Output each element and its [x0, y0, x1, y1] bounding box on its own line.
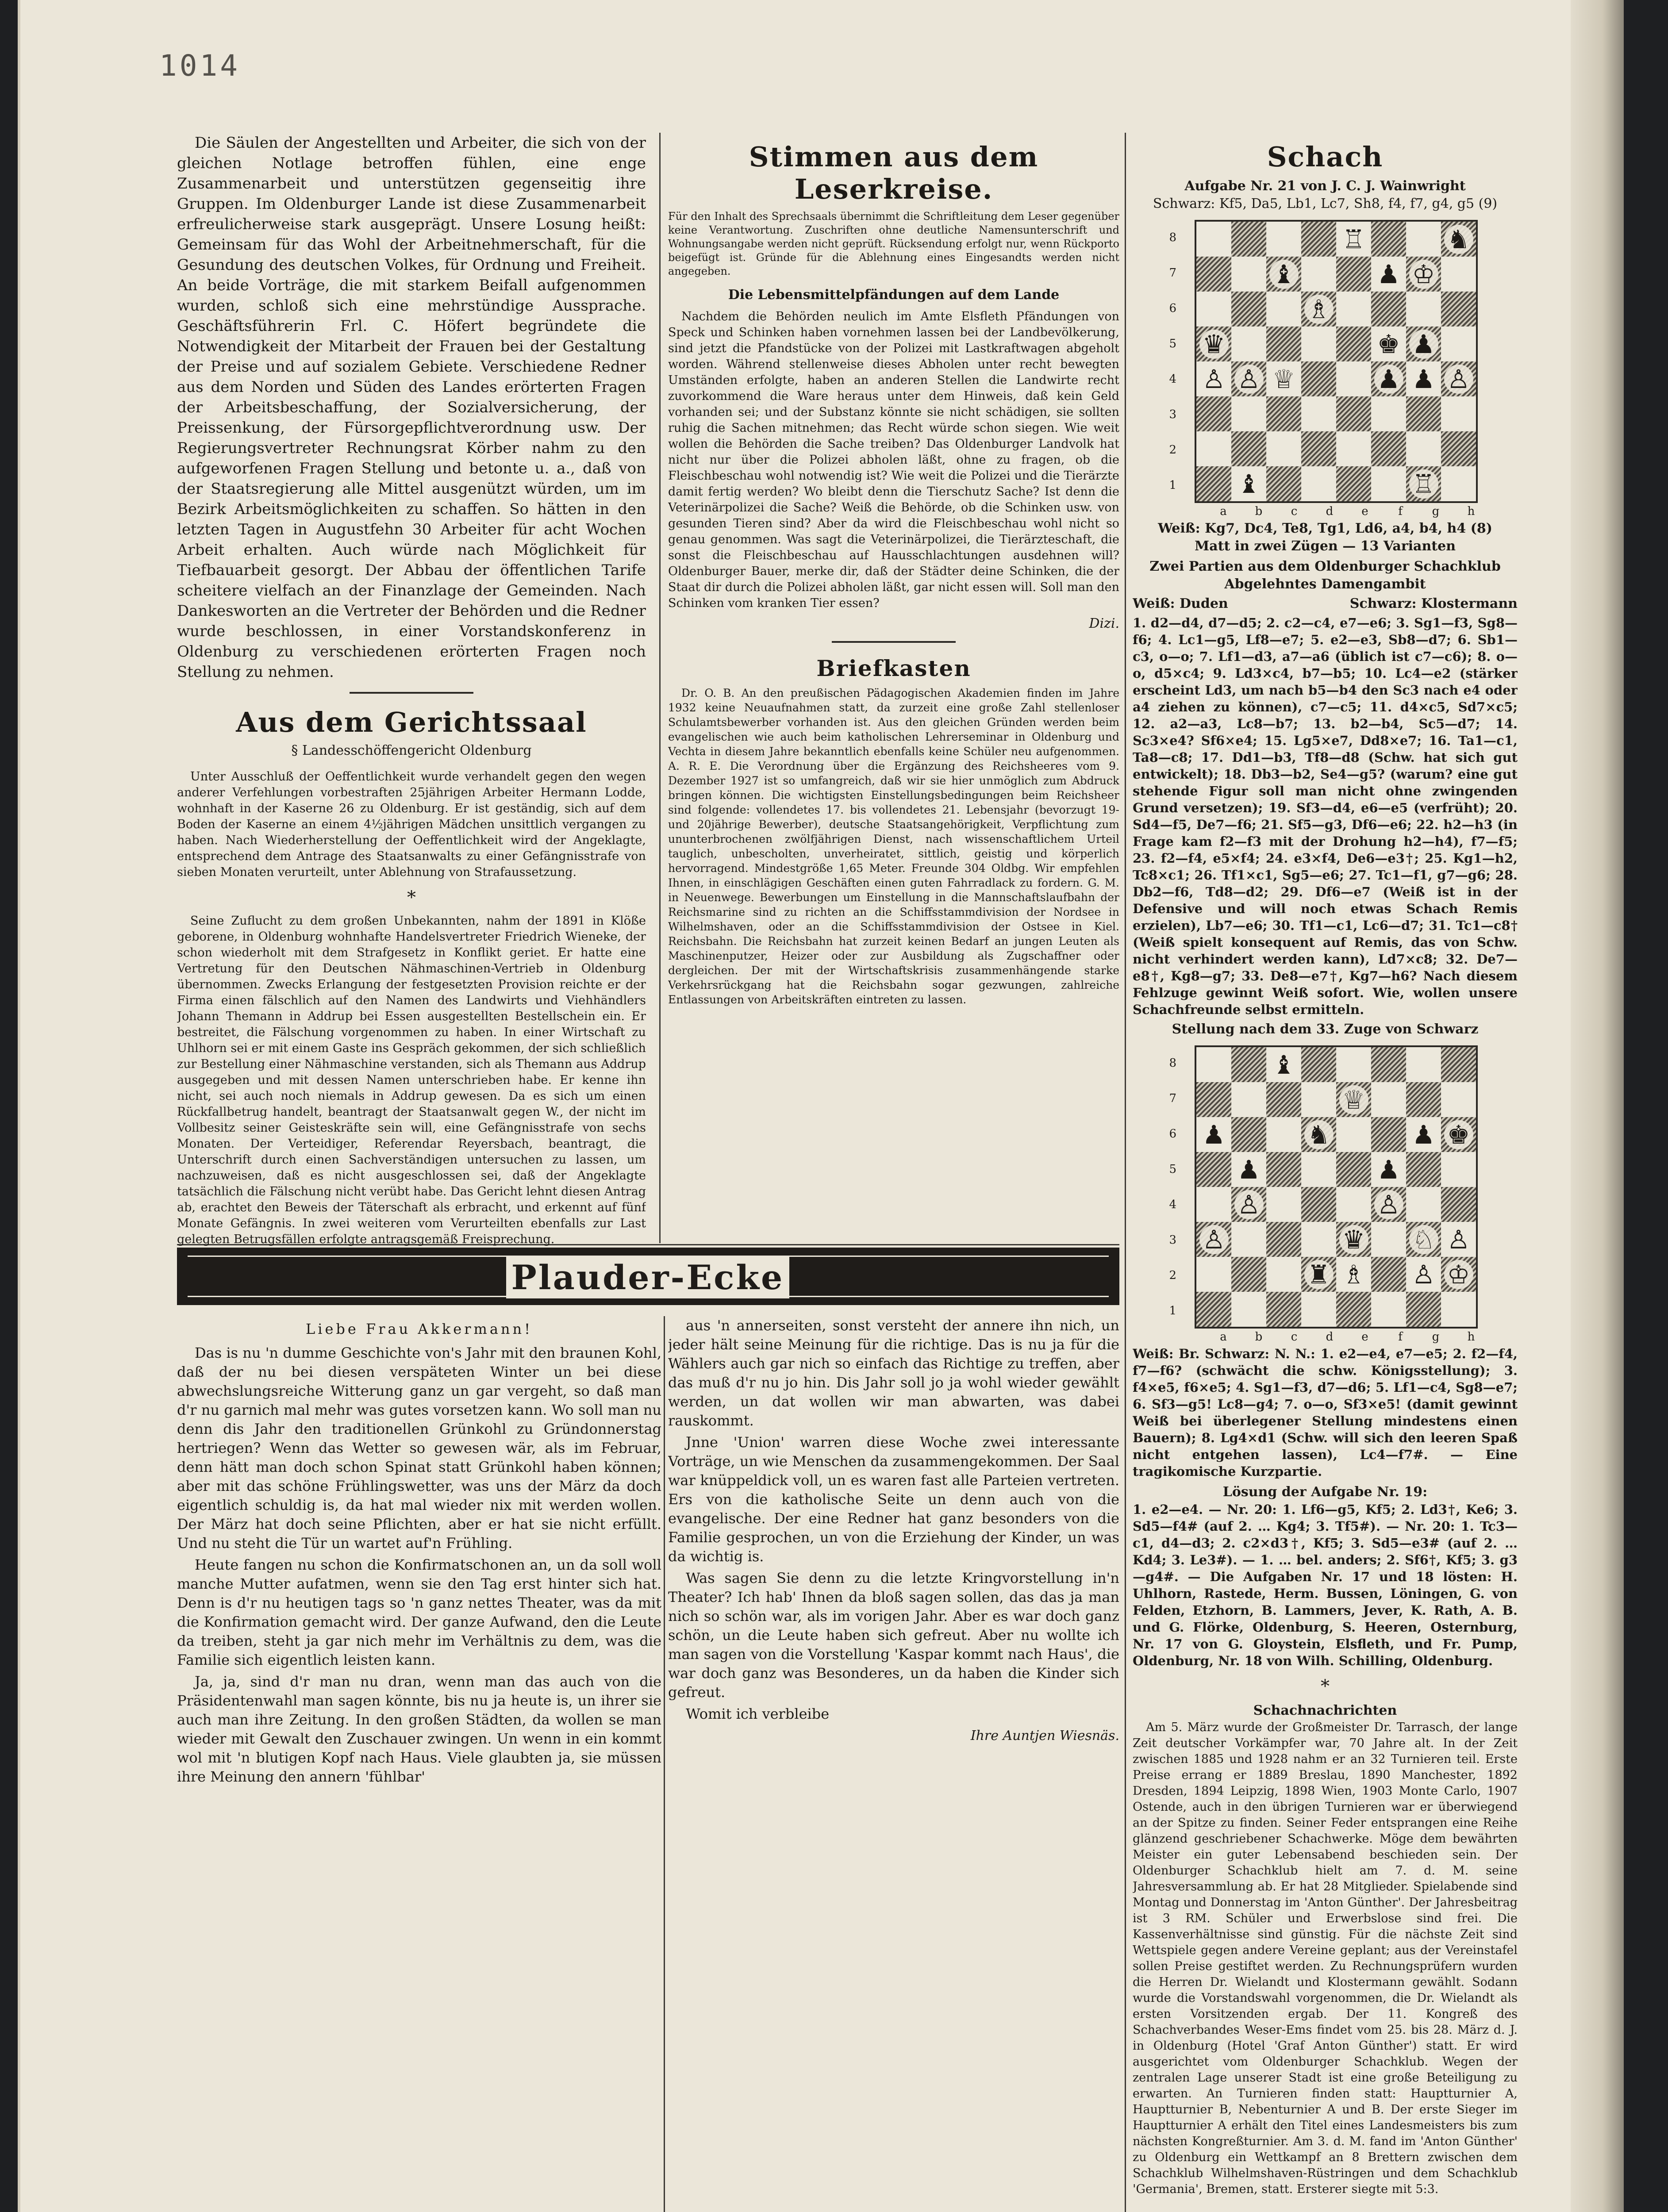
- chess-piece: ♝: [1266, 257, 1301, 292]
- file-label: g: [1432, 1330, 1440, 1344]
- board-square: [1371, 361, 1406, 396]
- chess-piece: ♚: [1441, 1117, 1476, 1152]
- chessboard: [1195, 220, 1478, 503]
- chess-piece: ♟: [1196, 1117, 1231, 1152]
- board-square: [1441, 431, 1476, 466]
- file-label: f: [1398, 505, 1403, 518]
- board-square: [1406, 326, 1441, 361]
- file-label: c: [1291, 505, 1298, 518]
- board-square: [1266, 1257, 1301, 1292]
- column-b: [668, 133, 1119, 1279]
- board-square: [1196, 1257, 1231, 1292]
- rank-label: 4: [1169, 373, 1176, 386]
- board-square: [1196, 466, 1231, 501]
- article-heading: Die Lebensmittelpfändungen auf dem Lande: [728, 287, 1060, 303]
- board-square: [1231, 466, 1266, 501]
- board-square: [1371, 1222, 1406, 1257]
- rank-label: 8: [1169, 231, 1176, 244]
- board-square: [1196, 257, 1231, 292]
- chess-piece: ♞: [1441, 222, 1476, 257]
- board-square: [1336, 1047, 1371, 1082]
- file-label: b: [1255, 1330, 1263, 1344]
- board-square: [1371, 1082, 1406, 1117]
- board-square: [1266, 292, 1301, 326]
- article-text: Dr. O. B. An den preußischen Pädagogischen Akademien finden im Jahre 1932 keine Neuaufnahmen statt, da zurzeit eine große Zahl stellenloser Schulamtsbewerber vorhanden ist. Aus den gleichen Gründen werden beim evangelischen wie auch beim katholischen Lehrerseminar in Oldenburg und Vechta in diesem Jahre bekanntlich ebenfalls keine Schüler neu aufgenommen. A. R. E. Die Verordnung über die Ergänzung des Reichsheeres vom 9. Dezember 1927 ist so umfangreich, daß wir sie hier unmöglich zum Abdruck bringen können. Die wichtigsten Einstellungsbedingungen beim Reichsheer sind folgende: vollendetes 17. bis vollendetes 21. Lebensjahr (bevorzugt 19- und 20jährige Bewerber), deutsche Staatsangehörigkeit, Verpflichtung zum ununterbrochenen zwölfjährigen Dienst, nach wissenschaftlichem Urteil tauglich, unbescholten, unverheiratet, sittlich, geistig und körperlich hervorragend. Mindestgröße 1,65 Meter. Freunde 304 Oldbg. Wir empfehlen Ihnen, in einschlägigen Geschäften einen guten Fahrradlack zu fordern. G. M. in Neuenwege. Bewerbungen um Einstellung in die Mannschaftslaufbahn der Reichsmarine sind zu richten an die Schiffsstammdivision der Nordsee in Wilhelmshaven, oder an die Schiffsstammdivision der Ostsee in Kiel. Reichsbahn. Die Reichsbahn hat zurzeit keinen Bedarf an jungen Leuten als Maschinenputzer, Heizer oder zur Ausbildung als Zugschaffner oder dergleichen. Der mit der Wirtschaftskrisis zusammenhängende starke Verkehrsrückgang hat die Reichsbahn sogar gezwungen, zahlreiche Entlassungen von Arbeitskräften eintreten zu lassen.: [668, 687, 1119, 1006]
- board-square: [1406, 431, 1441, 466]
- solution-text: 1. e2—e4. — Nr. 20: 1. Lf6—g5, Kf5; 2. Ld3†, Ke6; 3. Sd5—f4# (auf 2. … Kg4; 3. Tf5#). — Nr. 20: 1. Tc3—c1, d4—d3; 2. c2×d3†, Kf5; 3. Sd5—e3# (auf 2. … Kd4; 3. Le3#). — 1. … bel. anders; 2. Sf6†, Kf5; 3. g3—g4#. — Die Aufgaben Nr. 17 und 18 lösten: H. Uhlhorn, Rastede, Herm. Bussen, Löningen, G. von Felden, Etzhorn, B. Lammers, Jever, K. Rath, A. B. und G. Flörke, Oldenburg, S. Heeren, Osternburg, Nr. 17 von G. Gloystein, Elsfleth, und Fr. Pump, Oldenburg, Nr. 18 von Wilh. Schilling, Oldenburg.: [1133, 1502, 1518, 1668]
- board-square: [1371, 431, 1406, 466]
- column-rule: [659, 133, 661, 1243]
- board-square: [1371, 257, 1406, 292]
- chess-piece: ♚: [1371, 326, 1406, 361]
- section-heading: Schach: [1267, 141, 1384, 173]
- board-square: [1406, 1117, 1441, 1152]
- rank-label: 5: [1169, 1163, 1176, 1176]
- board-square: [1371, 1187, 1406, 1222]
- chess-piece: ♖: [1406, 466, 1441, 501]
- board-square: [1441, 1152, 1476, 1187]
- chess-piece: ♗: [1301, 292, 1336, 326]
- chess-piece: ♙: [1196, 361, 1231, 396]
- board-square: [1301, 222, 1336, 257]
- board-square: [1266, 466, 1301, 501]
- article-text: aus 'n annerseiten, sonst versteht der annere ihn nich, un jeder hält seine Meinung für die richtige. Das is nu ja für die Wählers auch gar nich so einfach das Richtige zu treffen, aber das muß d'r nu jo hin. Dis Jahr soll jo ja wohl wieder gewählt werden, un dat wollen wir man abwarten, was dabei rauskommt.: [668, 1317, 1119, 1429]
- board-square: [1196, 1152, 1231, 1187]
- rank-label: 4: [1169, 1198, 1176, 1211]
- board-square: [1406, 1082, 1441, 1117]
- divider: [832, 641, 956, 643]
- chess-piece: ♟: [1371, 1152, 1406, 1187]
- rank-labels: [1161, 220, 1179, 503]
- board-square: [1371, 292, 1406, 326]
- board-square: [1231, 1222, 1266, 1257]
- board-square: [1301, 1222, 1336, 1257]
- file-label: f: [1398, 1330, 1403, 1344]
- board-square: [1441, 257, 1476, 292]
- board-square: [1301, 361, 1336, 396]
- chess-piece: ♟: [1371, 361, 1406, 396]
- board-square: [1231, 292, 1266, 326]
- problem-black: Schwarz: Kf5, Da5, Lb1, Lc7, Sh8, f4, f7, g4, g5 (9): [1153, 196, 1498, 211]
- board-square: [1196, 1292, 1231, 1327]
- board-square: [1441, 361, 1476, 396]
- chess-piece: ♔: [1406, 257, 1441, 292]
- board-square: [1301, 292, 1336, 326]
- chess-piece: ♟: [1406, 326, 1441, 361]
- chess-piece: ♖: [1336, 222, 1371, 257]
- file-label: e: [1361, 505, 1368, 518]
- rank-label: 6: [1169, 302, 1176, 315]
- board-square: [1336, 326, 1371, 361]
- article-text: Nachdem die Behörden neulich im Amte Elsfleth Pfändungen von Speck und Schinken haben vornehmen lassen bei der Landbevölkerung, sind jetzt die Pfandstücke von der Polizei mit Lastkraftwagen abgeholt worden. Während stellenweise dieses Abholen unter recht bewegten Umständen erfolgte, haben an anderen Stellen die Landwirte recht zuvorkommend die Ware heraus unter dem Hinweis, daß kein Geld vorhanden sei; und der Substanz könnte sie nicht schädigen, sie sollten ruhig die Sachen mitnehmen; das Recht würde schon siegen. Wie weit wollen die Behörden die Sache treiben? Das Oldenburger Landvolk hat nicht nur über die Polizei abholen läßt, ohne zu fragen, ob die Fleischbeschau wohl notwendig ist? Wie weit die Polizei und die Tierärzte damit fertig werden? Wo bleibt denn die Tierschutz Sache? Ist denn die Veterinärpolizei die Sache? Weiß die Behörde, ob die Schinken usw. von gesunden Tieren sind? Aber da wird die Fleischbeschau wohl nicht so genau genommen. Was sagt die Veterinärpolizei, die Tierärzteschaft, die sonst die Fleischbeschau auf Hausschlachtungen ausdehnen will? Oldenburger Bauer, merke dir, daß der Städter deine Schinken, die der Staat dir durch die Polizei abholen läßt, gar nicht essen will. Soll man den Schinken vom kranken Tier essen?: [668, 310, 1119, 610]
- chess-piece: ♛: [1196, 326, 1231, 361]
- disclaimer-text: Für den Inhalt des Sprechsaals übernimmt die Schriftleitung dem Leser gegenüber keine Verantwortung. Zuschriften ohne deutliche Namensunterschrift und Wohnungsangabe werden nicht geprüft. Rücksendung erfolgt nur, wenn Rückporto beigefügt ist. Gründe für die Ablehnung eines Eingesandts werden nicht angegeben.: [668, 210, 1119, 277]
- chess-piece: ♛: [1336, 1222, 1371, 1257]
- rank-label: 5: [1169, 337, 1176, 350]
- board-square: [1231, 361, 1266, 396]
- players-row: [1133, 595, 1518, 613]
- board-square: [1231, 1187, 1266, 1222]
- news-text: Am 5. März wurde der Großmeister Dr. Tarrasch, der lange Zeit deutscher Vorkämpfer war, 70 Jahre alt. In der Zeit zwischen 1885 und 1928 nahm er an 32 Turnieren teil. Erste Preise errang er 1889 Breslau, 1890 Manchester, 1892 Dresden, 1894 Leipzig, 1898 Wien, 1903 Monte Carlo, 1907 Ostende, auch in den übrigen Turnieren war er überwiegend an der Spitze zu finden. Seiner Feder entsprangen eine Reihe glänzend geschriebener Schachwerke. Möge dem bewährten Meister ein guter Lebensabend beschieden sein. Der Oldenburger Schachklub hielt am 7. d. M. seine Jahresversammlung ab. Er hat 28 Mitglieder. Spielabende sind Montag und Donnerstag im 'Anton Günther'. Der Jahresbeitrag ist 3 RM. Schüler und Erwerbslose sind frei. Die Kassenverhältnisse sind günstig. Für die nächste Zeit sind Wettspiele gegen andere Vereine geplant; aus der Vereinstafel sollen Preise gestiftet werden. Zu Rechnungsprüfern wurden die Herren Dr. Wielandt und Klostermann gewählt. Sodann wurde die Vorstandswahl vorgenommen, die Dr. Wielandt als ersten Vorsitzenden ergab. Der 11. Kongreß des Schachverbandes Weser-Ems findet vom 25. bis 28. März d. J. in Oldenburg (Hotel 'Graf Anton Günther') statt. Er wird ausgerichtet vom Oldenburger Schachklub. Wegen der zentralen Lage unserer Stadt ist eine große Beteiligung zu erwarten. An Turnieren finden statt: Hauptturnier A, Hauptturnier B, Nebenturnier A und B. Der erste Sieger im Hauptturnier A erhält den Titel eines Landesmeisters bis zum nächsten Kongreßturnier. Am 3. d. M. fand im 'Anton Günther' zu Oldenburg ein Wettkampf an 8 Brettern zwischen dem Schachklub Wilhelmshaven-Rüstringen und dem Schachklub 'Germania', Bremen, statt. Ersterer siegte mit 5:3.: [1133, 1720, 1518, 2196]
- file-label: e: [1361, 1330, 1368, 1344]
- board-square: [1196, 396, 1231, 431]
- board-square: [1231, 1117, 1266, 1152]
- board-square: [1441, 292, 1476, 326]
- article-text: Was sagen Sie denn zu die letzte Kringvorstellung in'n Theater? Ich hab' Ihnen da bloß sagen sollen, das das ja man nich so schön war, als im vorigen Jahr. Aber es war doch ganz schön, un die Leute haben sich gefreut. Aber nu wollte ich man sagen von die Vorstellung 'Kaspar kommt nach Haus', die war doch ganz was Besonderes, un da haben die Kinder sich gefreut.: [668, 1570, 1119, 1701]
- article-text: Seine Zuflucht zu dem großen Unbekannten, nahm der 1891 in Klöße geborene, in Oldenburg wohnhafte Handelsvertreter Friedrich Wieneke, der schon wiederholt mit dem Strafgesetz in Konflikt geriet. Er hatte eine Vertretung für den Deutschen Nähmaschinen-Vertrieb in Oldenburg übernommen. Zwecks Erlangung der festgesetzten Provision reichte er der Firma einen fälschlich auf den Namen des Landwirts und Viehhändlers Johann Themann in Addrup bei Essen ausgestellten Bestellschein ein. Er bestreitet, die Fälschung vorgenommen zu haben. In einer Wirtschaft zu Uhlhorn sei er mit einem Gaste ins Gespräch gekommen, der sich schließlich zur Bestellung einer Nähmaschine verstanden, sich als Themann aus Addrup ausgegeben und mit dessen Namen unterschrieben habe. Er kenne ihn nicht, sei auch noch niemals in Addrup gewesen. Da es sich um einen Rückfallbetrug handelt, beantragt der Staatsanwalt gegen W., der nicht im Vollbesitz seiner Geisteskräfte sein will, eine Gefängnisstrafe von sechs Monaten. Der Verteidiger, Referendar Reyersbach, beantragt, die Unterschrift durch einen Sachverständigen untersuchen zu lassen, um nachzuweisen, daß es nicht ausgeschlossen sei, daß der Angeklagte tatsächlich die Fälschung nicht verübt habe. Das Gericht lehnt diesen Antrag ab, erachtet den Beweis der Täterschaft als erbracht, und erkennt auf fünf Monate Gefängnis. In zwei weiteren vom Verurteilten ebenfalls zur Last gelegten Betrugsfällen erfolgte antragsgemäß Freisprechung.: [177, 914, 646, 1246]
- signature: Dizi.: [1089, 616, 1119, 631]
- chessboard: [1195, 1045, 1478, 1329]
- divider: [350, 692, 473, 694]
- black-player: Schwarz: Klostermann: [1349, 596, 1518, 611]
- board-square: [1301, 466, 1336, 501]
- section-heading: Aus dem Gerichtssaal: [236, 706, 587, 738]
- board-square: [1196, 1117, 1231, 1152]
- chess-piece: ♕: [1336, 1082, 1371, 1117]
- column-a: [177, 133, 646, 1252]
- board-square: [1266, 1047, 1301, 1082]
- column-rule: [1125, 133, 1126, 2212]
- board-square: [1406, 257, 1441, 292]
- rank-label: 7: [1169, 266, 1176, 280]
- board-square: [1266, 361, 1301, 396]
- board-square: [1441, 1292, 1476, 1327]
- file-label: a: [1220, 1330, 1227, 1344]
- board-square: [1371, 1047, 1406, 1082]
- board-square: [1441, 222, 1476, 257]
- board-square: [1266, 396, 1301, 431]
- board-square: [1336, 1292, 1371, 1327]
- rank-label: 8: [1169, 1056, 1176, 1070]
- board-square: [1441, 396, 1476, 431]
- board-square: [1231, 326, 1266, 361]
- chess-piece: ♙: [1196, 1222, 1231, 1257]
- board-square: [1301, 1292, 1336, 1327]
- board-square: [1336, 292, 1371, 326]
- board-square: [1406, 361, 1441, 396]
- board-square: [1301, 1047, 1336, 1082]
- page-number: 1014: [159, 49, 240, 83]
- board-square: [1301, 1117, 1336, 1152]
- banner-frame: [188, 1256, 1109, 1297]
- board-square: [1371, 466, 1406, 501]
- game-notation: Weiß: Br. Schwarz: N. N.: 1. e2—e4, e7—e5; 2. f2—f4, f7—f6? (schwächt die schw. Königsstellung); 3. f4×e5, f6×e5; 4. Sg1—f3, d7—d6; 5. Lf1—c4, Sg8—e7; 6. Sf3—g5! Lc8—g4; 7. o—o, Sf3×e5! (damit gewinnt Weiß bei überlegener Stellung mindestens einen Bauern); 8. Lg4×d1 (Schw. will sich den leeren Spaß nicht entgehen lassen), Lc4—f7#. — Eine tragikomische Kurzpartie.: [1133, 1346, 1518, 1479]
- board-square: [1266, 1117, 1301, 1152]
- board-square: [1266, 1082, 1301, 1117]
- board-square: [1301, 431, 1336, 466]
- board-square: [1441, 326, 1476, 361]
- game-notation: 1. d2—d4, d7—d5; 2. c2—c4, e7—e6; 3. Sg1—f3, Sg8—f6; 4. Lc1—g5, Lf8—e7; 5. e2—e3, Sb8—d7; 6. Sb1—c3, o—o; 7. Lf1—d3, a7—a6 (üblich ist c7—c6); 8. o—o, d5×c4; 9. Ld3×c4, b7—b5; 10. Lc4—e2 (stärker erscheint Ld3, um nach b5—b4 den Sc3 nach e4 oder a4 ziehen zu können), c7—c5; 11. d4×c5, Sd7×c5; 12. a2—a3, Lc8—b7; 13. b2—b4, Sc5—d7; 14. Sc3×e4? Sf6×e4; 15. Lg5×e7, Dd8×e7; 16. Ta1—c1, Ta8—c8; 17. Dd1—b3, Tf8—d8 (Schw. hat sich gut entwickelt); 18. Db3—b2, Se4—g5? (warum? eine gut stehende Figur soll man nicht ohne zwingenden Grund versetzen); 19. Sf3—d4, e6—e5 (verfrüht); 20. Sd4—f5, De7—f6; 21. Sf5—g3, Df6—e6; 22. h2—h3 (in Frage kam f2—f3 mit der Drohung h2—h4), f7—f5; 23. f2—f4, e5×f4; 24. e3×f4, De6—e3†; 25. Kg1—h2, Tc8×c1; 26. Tf1×c1, Sg5—e6; 27. Tc1—f1, g7—g6; 28. Db2—f6, Td8—d2; 29. Df6—e7 (Weiß ist in der Defensive und will noch etwas Schach Remis erzielen), Lb7—e6; 30. Tf1—c1, Lc6—d7; 31. Tc1—c8† (Weiß spielt konsequent auf Remis, das von Schw. nicht verhindert werden kann), Ld7×c8; 32. De7—e8†, Kg8—g7; 33. De8—e7†, Kg7—h6? Nach diesem Fehlzuge gewinnt Weiß sofort. Wie, wollen unsere Schachfreunde selbst ermitteln.: [1133, 615, 1518, 1017]
- news-heading: Schachnachrichten: [1253, 1703, 1397, 1718]
- games-subheading: Abgelehntes Damengambit: [1224, 576, 1426, 592]
- board-square: [1406, 1222, 1441, 1257]
- board-square: [1371, 1117, 1406, 1152]
- board-square: [1336, 1187, 1371, 1222]
- board-square: [1231, 1292, 1266, 1327]
- board-square: [1231, 1152, 1266, 1187]
- board-square: [1441, 1187, 1476, 1222]
- section-subheading: § Landesschöffengericht Oldenburg: [291, 743, 532, 758]
- board-square: [1266, 1292, 1301, 1327]
- board-square: [1441, 1257, 1476, 1292]
- rank-label: 1: [1169, 479, 1176, 492]
- chess-piece: ♟: [1406, 1117, 1441, 1152]
- board-square: [1231, 1082, 1266, 1117]
- article-text: Ja, ja, sind d'r man nu dran, wenn man das auch von die Präsidentenwahl man sagen könnte, bis nu ja heute is, un ihrer sie auch man ihre Zeitung. In den großen Städten, da wollen se man wieder mit Gewalt den Zuschauer zwingen. Un wenn in ein kommt wol mit 'n blutigen Kopf nach Haus. Viele glaubten ja, sie müssen ihre Meinung den annern 'fühlbar': [177, 1673, 661, 1785]
- board-square: [1266, 431, 1301, 466]
- board-square: [1266, 1222, 1301, 1257]
- board-square: [1441, 466, 1476, 501]
- file-label: h: [1467, 505, 1475, 518]
- signature: Ihre Auntjen Wiesnäs.: [970, 1728, 1119, 1743]
- board-square: [1371, 326, 1406, 361]
- games-heading: Zwei Partien aus dem Oldenburger Schachklub: [1149, 559, 1501, 574]
- letter-greeting: Liebe Frau Akkermann!: [306, 1321, 533, 1337]
- plauder-ecke-banner: [177, 1248, 1119, 1305]
- file-label: c: [1291, 1330, 1298, 1344]
- file-label: h: [1467, 1330, 1475, 1344]
- board-square: [1196, 222, 1231, 257]
- board-square: [1406, 466, 1441, 501]
- board-square: [1196, 1082, 1231, 1117]
- board-square: [1406, 1257, 1441, 1292]
- board-square: [1336, 1257, 1371, 1292]
- board-square: [1231, 222, 1266, 257]
- board-square: [1196, 326, 1231, 361]
- board-square: [1406, 1187, 1441, 1222]
- article-text: Unter Ausschluß der Oeffentlichkeit wurde verhandelt gegen den wegen anderer Verfehlungen vorbestraften 25jährigen Arbeiter Hermann Lodde, wohnhaft in der Kaserne 26 zu Oldenburg. Er ist geständig, sich auf dem Boden der Kaserne an einem 4½jährigen Mädchen unsittlich vergangen zu haben. Nach Wiederherstellung der Oeffentlichkeit wird der Angeklagte, entsprechend dem Antrage des Staatsanwalts zu einer Gefängnisstrafe von sieben Monaten verurteilt, unter Ablehnung von Strafaussetzung.: [177, 770, 646, 879]
- board-square: [1231, 396, 1266, 431]
- board-square: [1301, 257, 1336, 292]
- rank-labels: [1161, 1045, 1179, 1329]
- board-square: [1406, 1292, 1441, 1327]
- chess-piece: ♙: [1371, 1187, 1406, 1222]
- article-text: Jnne 'Union' warren diese Woche zwei interessante Vorträge, un wie Menschen da zusammengekommen. Der Saal war knüppeldick voll, un es waren fast alle Parteien vertreten. Ers von die katholische Seite un denn auch von die evangelische. Der eine Redner hat ganz besonders von die Familie gesprochen, un von die Erziehung der Kinder, un was da wichtig is.: [668, 1434, 1119, 1565]
- chess-piece: ♝: [1231, 466, 1266, 501]
- board-square: [1196, 361, 1231, 396]
- rank-label: 2: [1169, 1269, 1176, 1282]
- rank-label: 3: [1169, 1233, 1176, 1247]
- board-square: [1266, 1187, 1301, 1222]
- column-e: [668, 1316, 1119, 2212]
- article-text: Heute fangen nu schon die Konfirmatschonen an, un da soll woll manche Mutter aufatmen, wenn sie den Tag erst hinter sich hat. Denn is d'r nu heutigen tags so 'n ganz nettes Theater, was da mit die Konfirmation gemacht wird. Der ganze Aufwand, den die Leute da treiben, steht ja gar nich mehr im Verhältnis zu dem, was die Familie sich eigentlich leisten kann.: [177, 1556, 661, 1668]
- rank-label: 3: [1169, 408, 1176, 421]
- file-label: d: [1326, 1330, 1334, 1344]
- board-square: [1196, 1187, 1231, 1222]
- board-square: [1406, 292, 1441, 326]
- closing-line: Womit ich verbleibe: [686, 1705, 830, 1722]
- column-rule: [664, 1316, 665, 2212]
- board-square: [1196, 292, 1231, 326]
- file-label: a: [1220, 505, 1227, 518]
- board-square: [1336, 1082, 1371, 1117]
- chess-piece: ♟: [1231, 1152, 1266, 1187]
- banner-title: Plauder-Ecke: [506, 1257, 789, 1298]
- board-square: [1196, 431, 1231, 466]
- board-square: [1336, 1222, 1371, 1257]
- chess-diagram-2: [1161, 1045, 1489, 1344]
- board-square: [1336, 431, 1371, 466]
- chess-piece: ♞: [1301, 1117, 1336, 1152]
- board-square: [1301, 326, 1336, 361]
- position-heading: Stellung nach dem 33. Zuge von Schwarz: [1172, 1022, 1479, 1037]
- board-square: [1336, 1117, 1371, 1152]
- board-square: [1371, 396, 1406, 431]
- page-edge-shadow: [1571, 0, 1624, 2212]
- board-square: [1231, 1257, 1266, 1292]
- board-square: [1441, 1082, 1476, 1117]
- column-d: [177, 1316, 661, 2212]
- board-square: [1266, 257, 1301, 292]
- board-square: [1266, 1152, 1301, 1187]
- board-square: [1371, 1257, 1406, 1292]
- article-text: Das is nu 'n dumme Geschichte von's Jahr mit den braunen Kohl, daß der nu bei diesen verspäteten Winter un bei diese abwechslungsreiche Witterung ganz un gar vergeht, so daß man d'r nu garnich mal mehr was gutes vorsetzen kann. Wo soll man nu denn dis Jahr den traditionellen Grünkohl zu Gründonnerstag hertriegen? Wenn das Wetter so gewesen wär, als im Februar, denn hätt man doch schon Spinat statt Grünkohl haben können; aber mit das schöne Frühlingswetter, was uns der März da doch eigentlich schuldig is, da hat mal wieder nix mit werden wollen. Der März hat doch seine Pflichten, aber er hat sie nicht erfüllt. Und nu steht die Tür un wartet auf'n Frühling.: [177, 1344, 661, 1551]
- board-square: [1406, 1047, 1441, 1082]
- chess-piece: ♗: [1336, 1257, 1371, 1292]
- chess-piece: ♕: [1266, 361, 1301, 396]
- board-square: [1231, 1047, 1266, 1082]
- separator-star: *: [1321, 1676, 1330, 1697]
- board-square: [1301, 1152, 1336, 1187]
- board-square: [1336, 361, 1371, 396]
- file-label: g: [1432, 505, 1440, 518]
- file-labels: [1206, 1330, 1489, 1344]
- column-chess: [1133, 133, 1518, 2212]
- board-square: [1301, 396, 1336, 431]
- board-square: [1231, 431, 1266, 466]
- board-square: [1231, 257, 1266, 292]
- chess-piece: ♜: [1301, 1257, 1336, 1292]
- chess-piece: ♙: [1231, 1187, 1266, 1222]
- board-square: [1406, 1152, 1441, 1187]
- chess-piece: ♘: [1406, 1222, 1441, 1257]
- rank-label: 2: [1169, 443, 1176, 457]
- file-label: d: [1326, 505, 1334, 518]
- problem-white: Weiß: Kg7, Dc4, Te8, Tg1, Ld6, a4, b4, h4 (8): [1158, 521, 1492, 536]
- board-square: [1196, 1047, 1231, 1082]
- separator-star: *: [407, 887, 416, 908]
- board-square: [1301, 1187, 1336, 1222]
- board-square: [1266, 326, 1301, 361]
- board-square: [1196, 1222, 1231, 1257]
- board-square: [1336, 222, 1371, 257]
- section-heading: Stimmen aus dem Leserkreise.: [749, 141, 1039, 205]
- board-square: [1301, 1082, 1336, 1117]
- board-square: [1336, 1152, 1371, 1187]
- chess-piece: ♙: [1406, 1257, 1441, 1292]
- rank-label: 7: [1169, 1092, 1176, 1105]
- board-square: [1301, 1257, 1336, 1292]
- section-heading: Briefkasten: [816, 655, 971, 681]
- board-square: [1336, 466, 1371, 501]
- problem-heading: Aufgabe Nr. 21 von J. C. J. Wainwright: [1184, 178, 1466, 194]
- chess-piece: ♟: [1406, 361, 1441, 396]
- chess-piece: ♝: [1266, 1047, 1301, 1082]
- article-text: Die Säulen der Angestellten und Arbeiter, die sich von der gleichen Notlage betroffen fühlen, eine enge Zusammenarbeit und unterstützen gegenseitig ihre Gruppen. Im Oldenburger Lande ist diese Zusammenarbeit erfreulicherweise stark ausgeprägt. Unsere Losung heißt: Gemeinsam für das Wohl der Arbeitnehmerschaft, für die Gesundung des deutschen Volkes, für Ordnung und Freiheit. An beide Vorträge, die mit starkem Beifall aufgenommen wurden, schloß sich eine mehrstündige Aussprache. Geschäftsführerin Frl. C. Höfert begründete die Notwendigkeit der Mitarbeit der Frauen bei der Gestaltung der Preise und auf sozialem Gebiete. Verschiedene Redner aus dem Norden und Süden des Landes erörterten Fragen der Arbeitsbeschaffung, der Sozialversicherung, der Preissenkung, der Fürsorgepflichtverordnung usw. Der Regierungsvertreter Rechnungsrat Körber nahm zu den aufgeworfenen Fragen Stellung und betonte u. a., daß von der Staatsregierung alle Mittel ausgenützt würden, um im Bezirk Arbeitsmöglichkeiten zu schaffen. So hätten in den letzten Tagen in Augustfehn 30 Arbeiter für acht Wochen Arbeit erhalten. Auch würde nach Möglichkeit für Tiefbauarbeit gesorgt. Der Abbau der öffentlichen Tarife scheitere vielfach an der Finanzlage der Gemeinden. Nach Dankesworten an die Vertreter der Behörden und die Redner wurde beschlossen, in einer Vorstandskonferenz in Oldenburg zu verschiedenen erörterten Fragen noch Stellung zu nehmen.: [177, 134, 646, 681]
- chess-piece: ♙: [1441, 1222, 1476, 1257]
- chess-piece: ♟: [1371, 257, 1406, 292]
- solution-heading: Lösung der Aufgabe Nr. 19:: [1222, 1484, 1428, 1500]
- board-square: [1441, 1222, 1476, 1257]
- file-label: b: [1255, 505, 1263, 518]
- problem-mate: Matt in zwei Zügen — 13 Varianten: [1194, 538, 1456, 554]
- board-square: [1336, 396, 1371, 431]
- board-square: [1406, 222, 1441, 257]
- board-square: [1441, 1117, 1476, 1152]
- board-square: [1406, 396, 1441, 431]
- board-square: [1441, 1047, 1476, 1082]
- chess-piece: ♙: [1441, 361, 1476, 396]
- chess-piece: ♔: [1441, 1257, 1476, 1292]
- file-labels: [1206, 505, 1489, 518]
- board-square: [1371, 1152, 1406, 1187]
- rank-label: 1: [1169, 1304, 1176, 1317]
- white-player: Weiß: Duden: [1133, 596, 1228, 611]
- board-square: [1371, 222, 1406, 257]
- board-square: [1336, 257, 1371, 292]
- rank-label: 6: [1169, 1127, 1176, 1141]
- board-square: [1371, 1292, 1406, 1327]
- chess-piece: ♙: [1231, 361, 1266, 396]
- board-square: [1266, 222, 1301, 257]
- chess-diagram-1: [1161, 220, 1489, 518]
